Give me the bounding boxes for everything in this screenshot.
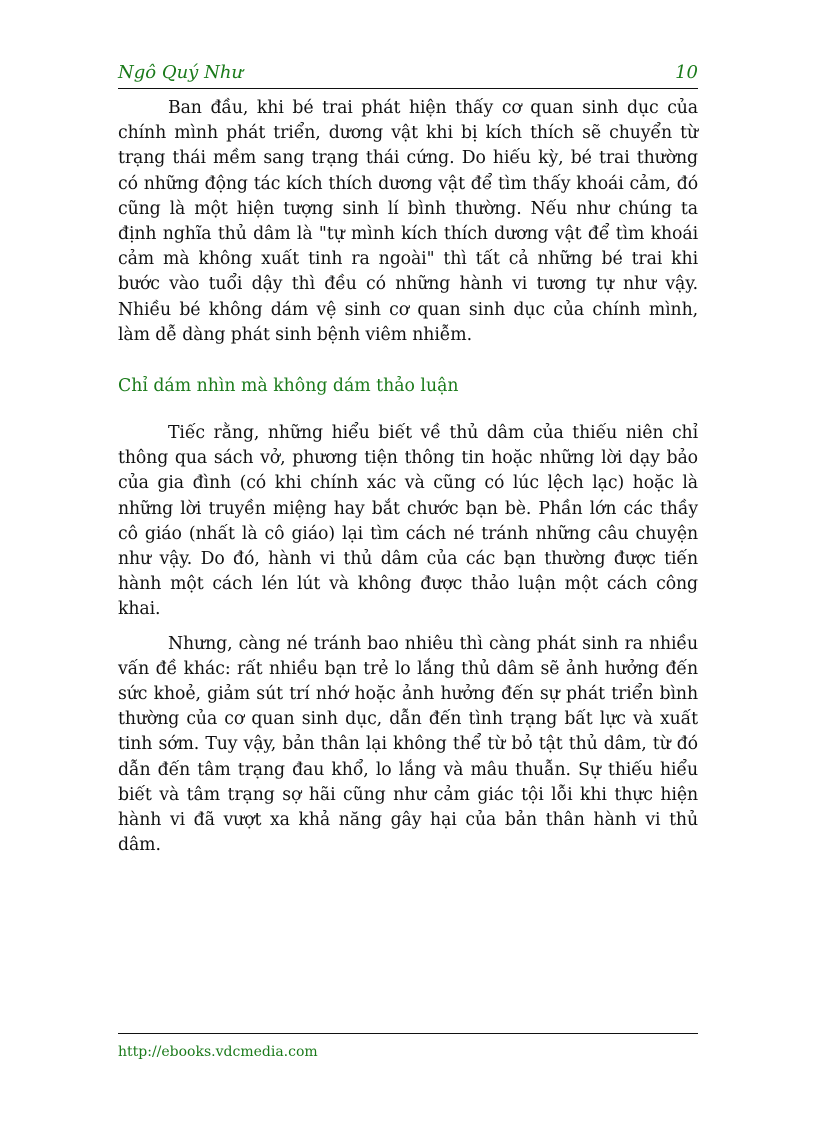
- page-content: [118, 96, 698, 858]
- header-author: Ngô Quý Như: [118, 62, 244, 83]
- body-paragraph: Tiếc rằng, những hiểu biết về thủ dâm của thiếu niên chỉ thông qua sách vở, phương tiện thông tin hoặc những lời dạy bảo của gia đình (có khi chính xác và cũng có lúc lệch lạc) hoặc là những lời truyền miệng hay bắt chước bạn bè. Phần lớn các thầy cô giáo (nhất là cô giáo) lại tìm cách né tránh những câu chuyện như vậy. Do đó, hành vi thủ dâm của các bạn thường được tiến hành một cách lén lút và không được thảo luận một cách công khai.: [118, 423, 698, 620]
- header-page-number: 10: [675, 62, 698, 83]
- body-paragraph: Ban đầu, khi bé trai phát hiện thấy cơ quan sinh dục của chính mình phát triển, dương vật khi bị kích thích sẽ chuyển từ trạng thái mềm sang trạng thái cứng. Do hiếu kỳ, bé trai thường có những động tác kích thích dương vật để tìm thấy khoái cảm, đó cũng là một hiện tượng sinh lí bình thường. Nếu như chúng ta định nghĩa thủ dâm là "tự mình kích thích dương vật để tìm khoái cảm mà không xuất tinh ra ngoài" thì tất cả những bé trai khi bước vào tuổi dậy thì đều có những hành vi tương tự như vậy. Nhiều bé không dám vệ sinh cơ quan sinh dục của chính mình, làm dễ dàng phát sinh bệnh viêm nhiễm.: [118, 98, 698, 345]
- body-paragraph: Nhưng, càng né tránh bao nhiêu thì càng phát sinh ra nhiều vấn đề khác: rất nhiều bạn trẻ lo lắng thủ dâm sẽ ảnh hưởng đến sức khoẻ, giảm sút trí nhớ hoặc ảnh hưởng đến sự phát triển bình thường của cơ quan sinh dục, dẫn đến tình trạng bất lực và xuất tinh sớm. Tuy vậy, bản thân lại không thể từ bỏ tật thủ dâm, từ đó dẫn đến tâm trạng đau khổ, lo lắng và mâu thuẫn. Sự thiếu hiểu biết và tâm trạng sợ hãi cũng như cảm giác tội lỗi khi thực hiện hành vi đã vượt xa khả năng gây hại của bản thân hành vi thủ dâm.: [118, 633, 698, 856]
- section-heading: Chỉ dám nhìn mà không dám thảo luận: [118, 376, 459, 397]
- page-footer: [118, 1033, 698, 1060]
- footer-url-link[interactable]: http://ebooks.vdcmedia.com: [118, 1044, 318, 1060]
- page-header: [118, 62, 698, 89]
